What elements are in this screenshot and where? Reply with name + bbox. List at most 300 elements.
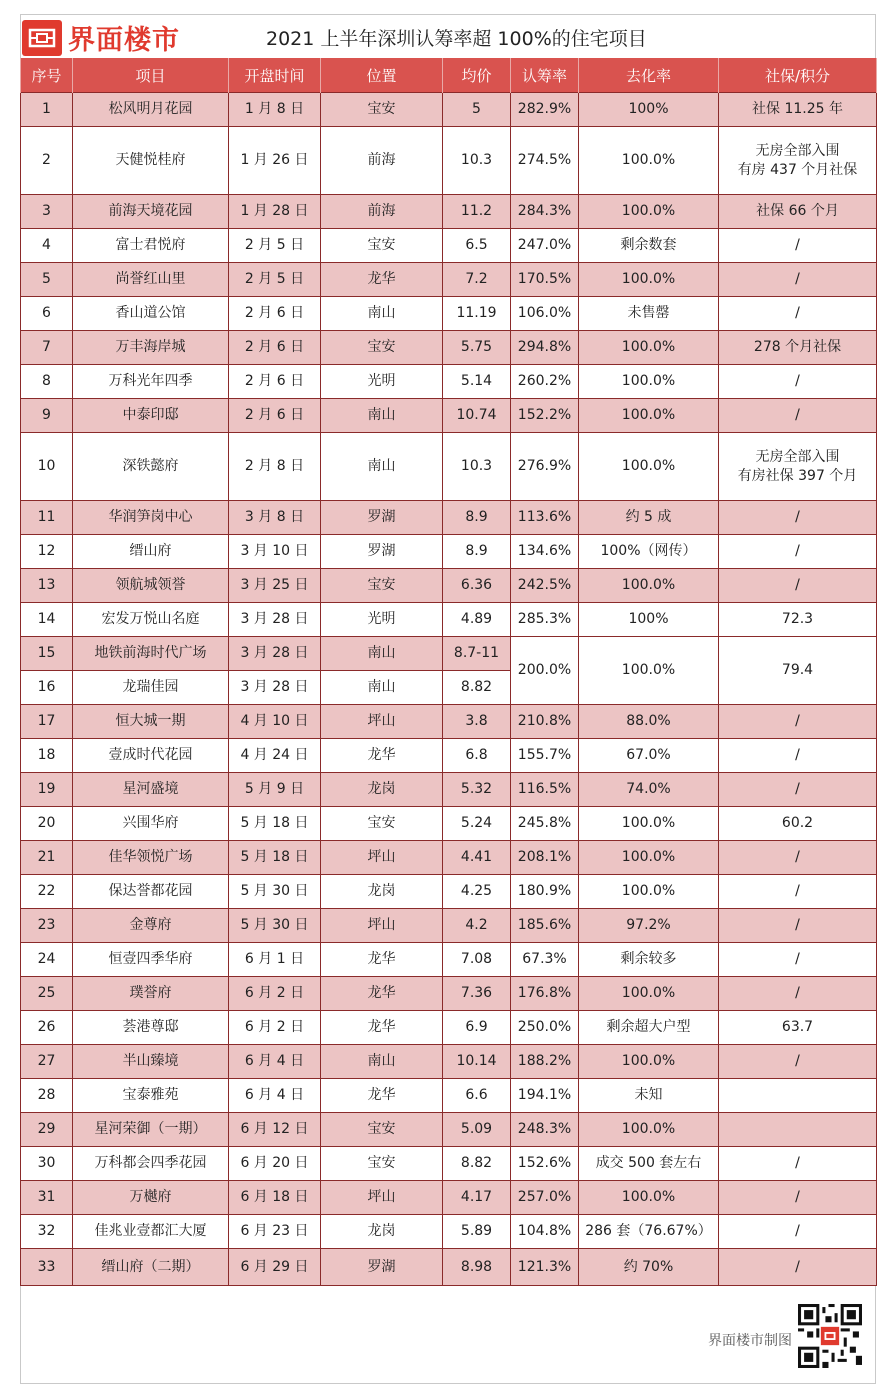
cell-subscription-rate: 282.9% xyxy=(511,93,579,127)
cell-subscription-rate: 285.3% xyxy=(511,603,579,637)
table-row xyxy=(21,637,877,671)
table-row xyxy=(21,399,877,433)
cell-index: 28 xyxy=(21,1079,73,1113)
cell-open-date: 3 月 28 日 xyxy=(229,671,321,705)
cell-social-security: / xyxy=(719,875,877,909)
cell-index: 22 xyxy=(21,875,73,909)
cell-price: 5.75 xyxy=(443,331,511,365)
cell-open-date: 5 月 18 日 xyxy=(229,807,321,841)
cell-price: 11.19 xyxy=(443,297,511,331)
cell-project: 华润笋岗中心 xyxy=(73,501,229,535)
cell-social-security: / xyxy=(719,977,877,1011)
cell-project: 万丰海岸城 xyxy=(73,331,229,365)
cell-sellthrough-rate: 100.0% xyxy=(579,841,719,875)
table-row xyxy=(21,229,877,263)
cell-price: 11.2 xyxy=(443,195,511,229)
cell-price: 6.9 xyxy=(443,1011,511,1045)
cell-subscription-rate: 152.2% xyxy=(511,399,579,433)
cell-social-security: / xyxy=(719,569,877,603)
cell-price: 8.98 xyxy=(443,1249,511,1286)
cell-subscription-rate: 176.8% xyxy=(511,977,579,1011)
cell-price: 10.14 xyxy=(443,1045,511,1079)
cell-location: 龙华 xyxy=(321,943,443,977)
cell-social-security: 79.4 xyxy=(719,637,877,705)
table-row xyxy=(21,535,877,569)
table-row xyxy=(21,841,877,875)
cell-location: 南山 xyxy=(321,399,443,433)
cell-project: 宝泰雅苑 xyxy=(73,1079,229,1113)
cell-open-date: 3 月 10 日 xyxy=(229,535,321,569)
cell-price: 4.17 xyxy=(443,1181,511,1215)
table-row xyxy=(21,1113,877,1147)
table-row xyxy=(21,93,877,127)
cell-project: 富士君悦府 xyxy=(73,229,229,263)
cell-subscription-rate: 104.8% xyxy=(511,1215,579,1249)
cell-subscription-rate: 152.6% xyxy=(511,1147,579,1181)
cell-open-date: 6 月 2 日 xyxy=(229,977,321,1011)
cell-location: 龙华 xyxy=(321,1079,443,1113)
cell-index: 1 xyxy=(21,93,73,127)
cell-sellthrough-rate: 未知 xyxy=(579,1079,719,1113)
cell-price: 6.8 xyxy=(443,739,511,773)
cell-subscription-rate: 274.5% xyxy=(511,127,579,195)
table-row xyxy=(21,365,877,399)
cell-social-security: / xyxy=(719,263,877,297)
cell-open-date: 2 月 5 日 xyxy=(229,229,321,263)
cell-social-security: / xyxy=(719,1215,877,1249)
table-row xyxy=(21,875,877,909)
cell-location: 南山 xyxy=(321,637,443,671)
cell-index: 12 xyxy=(21,535,73,569)
cell-social-security: 63.7 xyxy=(719,1011,877,1045)
cell-subscription-rate: 248.3% xyxy=(511,1113,579,1147)
column-header: 位置 xyxy=(321,58,443,93)
cell-sellthrough-rate: 约 5 成 xyxy=(579,501,719,535)
cell-location: 坪山 xyxy=(321,1181,443,1215)
cell-location: 宝安 xyxy=(321,1147,443,1181)
column-header: 项目 xyxy=(73,58,229,93)
cell-open-date: 6 月 29 日 xyxy=(229,1249,321,1286)
cell-social-security: / xyxy=(719,705,877,739)
table-row xyxy=(21,773,877,807)
column-header: 认筹率 xyxy=(511,58,579,93)
cell-project: 领航城领誉 xyxy=(73,569,229,603)
cell-subscription-rate: 210.8% xyxy=(511,705,579,739)
cell-subscription-rate: 284.3% xyxy=(511,195,579,229)
project-table xyxy=(20,58,877,1286)
table-row xyxy=(21,977,877,1011)
cell-subscription-rate: 113.6% xyxy=(511,501,579,535)
cell-price: 8.9 xyxy=(443,535,511,569)
cell-open-date: 6 月 12 日 xyxy=(229,1113,321,1147)
cell-location: 龙华 xyxy=(321,263,443,297)
cell-social-security: / xyxy=(719,229,877,263)
cell-project: 万科都会四季花园 xyxy=(73,1147,229,1181)
cell-sellthrough-rate: 100.0% xyxy=(579,1045,719,1079)
qr-code-icon xyxy=(798,1304,862,1368)
cell-social-security: 无房全部入围 有房 437 个月社保 xyxy=(719,127,877,195)
cell-location: 宝安 xyxy=(321,1113,443,1147)
cell-social-security: 无房全部入围 有房社保 397 个月 xyxy=(719,433,877,501)
cell-sellthrough-rate: 100.0% xyxy=(579,875,719,909)
column-header: 开盘时间 xyxy=(229,58,321,93)
table-row xyxy=(21,297,877,331)
cell-sellthrough-rate: 100.0% xyxy=(579,977,719,1011)
cell-location: 坪山 xyxy=(321,705,443,739)
cell-subscription-rate: 294.8% xyxy=(511,331,579,365)
cell-index: 29 xyxy=(21,1113,73,1147)
cell-subscription-rate: 200.0% xyxy=(511,637,579,705)
cell-index: 18 xyxy=(21,739,73,773)
cell-project: 天健悦桂府 xyxy=(73,127,229,195)
cell-social-security: / xyxy=(719,909,877,943)
cell-project: 璞誉府 xyxy=(73,977,229,1011)
cell-index: 30 xyxy=(21,1147,73,1181)
logo-icon xyxy=(22,20,62,56)
cell-subscription-rate: 106.0% xyxy=(511,297,579,331)
cell-location: 南山 xyxy=(321,433,443,501)
cell-sellthrough-rate: 100.0% xyxy=(579,331,719,365)
cell-index: 31 xyxy=(21,1181,73,1215)
cell-social-security xyxy=(719,1079,877,1113)
cell-index: 20 xyxy=(21,807,73,841)
brand-name: 界面楼市 xyxy=(68,25,180,56)
table-row xyxy=(21,1181,877,1215)
cell-sellthrough-rate: 97.2% xyxy=(579,909,719,943)
cell-price: 10.3 xyxy=(443,127,511,195)
cell-subscription-rate: 257.0% xyxy=(511,1181,579,1215)
cell-index: 14 xyxy=(21,603,73,637)
table-row xyxy=(21,807,877,841)
cell-project: 金尊府 xyxy=(73,909,229,943)
cell-project: 万樾府 xyxy=(73,1181,229,1215)
cell-sellthrough-rate: 88.0% xyxy=(579,705,719,739)
cell-open-date: 1 月 26 日 xyxy=(229,127,321,195)
cell-index: 5 xyxy=(21,263,73,297)
table-row xyxy=(21,1011,877,1045)
cell-project: 恒壹四季华府 xyxy=(73,943,229,977)
cell-project: 万科光年四季 xyxy=(73,365,229,399)
cell-location: 宝安 xyxy=(321,229,443,263)
cell-price: 6.6 xyxy=(443,1079,511,1113)
cell-social-security: / xyxy=(719,841,877,875)
cell-sellthrough-rate: 74.0% xyxy=(579,773,719,807)
cell-price: 8.9 xyxy=(443,501,511,535)
cell-social-security: 72.3 xyxy=(719,603,877,637)
cell-price: 4.2 xyxy=(443,909,511,943)
cell-subscription-rate: 188.2% xyxy=(511,1045,579,1079)
cell-index: 17 xyxy=(21,705,73,739)
table-header-row xyxy=(21,58,877,93)
cell-social-security: / xyxy=(719,1045,877,1079)
cell-sellthrough-rate: 100.0% xyxy=(579,433,719,501)
cell-index: 24 xyxy=(21,943,73,977)
cell-open-date: 2 月 6 日 xyxy=(229,365,321,399)
cell-project: 佳华领悦广场 xyxy=(73,841,229,875)
cell-open-date: 6 月 4 日 xyxy=(229,1045,321,1079)
cell-project: 香山道公馆 xyxy=(73,297,229,331)
cell-social-security: 278 个月社保 xyxy=(719,331,877,365)
cell-index: 23 xyxy=(21,909,73,943)
cell-sellthrough-rate: 100.0% xyxy=(579,807,719,841)
column-header: 序号 xyxy=(21,58,73,93)
cell-sellthrough-rate: 成交 500 套左右 xyxy=(579,1147,719,1181)
cell-price: 4.89 xyxy=(443,603,511,637)
table-row xyxy=(21,603,877,637)
cell-subscription-rate: 185.6% xyxy=(511,909,579,943)
cell-open-date: 3 月 28 日 xyxy=(229,637,321,671)
cell-index: 4 xyxy=(21,229,73,263)
cell-social-security: / xyxy=(719,1181,877,1215)
cell-index: 15 xyxy=(21,637,73,671)
cell-location: 龙华 xyxy=(321,739,443,773)
cell-sellthrough-rate: 100%（网传） xyxy=(579,535,719,569)
cell-subscription-rate: 245.8% xyxy=(511,807,579,841)
cell-project: 恒大城一期 xyxy=(73,705,229,739)
cell-project: 松风明月花园 xyxy=(73,93,229,127)
cell-sellthrough-rate: 剩余超大户型 xyxy=(579,1011,719,1045)
cell-sellthrough-rate: 100.0% xyxy=(579,1181,719,1215)
cell-project: 兴围华府 xyxy=(73,807,229,841)
cell-social-security: / xyxy=(719,739,877,773)
cell-subscription-rate: 247.0% xyxy=(511,229,579,263)
cell-open-date: 2 月 6 日 xyxy=(229,297,321,331)
cell-subscription-rate: 155.7% xyxy=(511,739,579,773)
table-row xyxy=(21,501,877,535)
cell-sellthrough-rate: 100.0% xyxy=(579,263,719,297)
cell-open-date: 1 月 8 日 xyxy=(229,93,321,127)
cell-social-security: 社保 66 个月 xyxy=(719,195,877,229)
cell-price: 5.32 xyxy=(443,773,511,807)
cell-subscription-rate: 242.5% xyxy=(511,569,579,603)
cell-index: 16 xyxy=(21,671,73,705)
cell-project: 星河盛境 xyxy=(73,773,229,807)
cell-open-date: 5 月 30 日 xyxy=(229,909,321,943)
cell-price: 6.36 xyxy=(443,569,511,603)
cell-subscription-rate: 170.5% xyxy=(511,263,579,297)
cell-open-date: 6 月 20 日 xyxy=(229,1147,321,1181)
cell-subscription-rate: 250.0% xyxy=(511,1011,579,1045)
cell-sellthrough-rate: 286 套（76.67%） xyxy=(579,1215,719,1249)
cell-price: 5.24 xyxy=(443,807,511,841)
cell-social-security: / xyxy=(719,501,877,535)
cell-social-security: 60.2 xyxy=(719,807,877,841)
cell-sellthrough-rate: 未售罄 xyxy=(579,297,719,331)
cell-location: 光明 xyxy=(321,603,443,637)
cell-index: 3 xyxy=(21,195,73,229)
cell-price: 5.14 xyxy=(443,365,511,399)
cell-open-date: 6 月 23 日 xyxy=(229,1215,321,1249)
column-header: 去化率 xyxy=(579,58,719,93)
cell-project: 荟港尊邸 xyxy=(73,1011,229,1045)
table-row xyxy=(21,943,877,977)
cell-open-date: 3 月 25 日 xyxy=(229,569,321,603)
cell-open-date: 2 月 5 日 xyxy=(229,263,321,297)
cell-location: 南山 xyxy=(321,1045,443,1079)
cell-index: 33 xyxy=(21,1249,73,1286)
cell-subscription-rate: 67.3% xyxy=(511,943,579,977)
cell-project: 宏发万悦山名庭 xyxy=(73,603,229,637)
cell-open-date: 6 月 1 日 xyxy=(229,943,321,977)
cell-price: 4.25 xyxy=(443,875,511,909)
table-body xyxy=(21,93,877,1286)
cell-price: 8.7-11 xyxy=(443,637,511,671)
cell-sellthrough-rate: 100.0% xyxy=(579,195,719,229)
cell-open-date: 6 月 2 日 xyxy=(229,1011,321,1045)
table-row xyxy=(21,1147,877,1181)
cell-project: 缙山府（二期） xyxy=(73,1249,229,1286)
cell-subscription-rate: 260.2% xyxy=(511,365,579,399)
cell-index: 2 xyxy=(21,127,73,195)
cell-project: 地铁前海时代广场 xyxy=(73,637,229,671)
cell-project: 尚誉红山里 xyxy=(73,263,229,297)
column-header: 均价 xyxy=(443,58,511,93)
cell-price: 7.36 xyxy=(443,977,511,1011)
cell-sellthrough-rate: 100.0% xyxy=(579,365,719,399)
cell-index: 32 xyxy=(21,1215,73,1249)
footer xyxy=(20,1294,876,1384)
cell-location: 龙华 xyxy=(321,1011,443,1045)
cell-project: 壹成时代花园 xyxy=(73,739,229,773)
cell-open-date: 5 月 18 日 xyxy=(229,841,321,875)
cell-price: 5 xyxy=(443,93,511,127)
cell-sellthrough-rate: 约 70% xyxy=(579,1249,719,1286)
cell-social-security: / xyxy=(719,399,877,433)
cell-location: 光明 xyxy=(321,365,443,399)
table-row xyxy=(21,263,877,297)
cell-project: 佳兆业壹都汇大厦 xyxy=(73,1215,229,1249)
cell-project: 前海天境花园 xyxy=(73,195,229,229)
cell-subscription-rate: 194.1% xyxy=(511,1079,579,1113)
table-row xyxy=(21,1249,877,1286)
cell-sellthrough-rate: 剩余较多 xyxy=(579,943,719,977)
cell-price: 4.41 xyxy=(443,841,511,875)
cell-sellthrough-rate: 100.0% xyxy=(579,127,719,195)
cell-price: 10.74 xyxy=(443,399,511,433)
cell-sellthrough-rate: 67.0% xyxy=(579,739,719,773)
cell-price: 7.08 xyxy=(443,943,511,977)
cell-sellthrough-rate: 100.0% xyxy=(579,569,719,603)
cell-open-date: 2 月 6 日 xyxy=(229,399,321,433)
cell-index: 10 xyxy=(21,433,73,501)
cell-index: 21 xyxy=(21,841,73,875)
cell-location: 南山 xyxy=(321,297,443,331)
cell-price: 8.82 xyxy=(443,1147,511,1181)
table-row xyxy=(21,1215,877,1249)
cell-open-date: 1 月 28 日 xyxy=(229,195,321,229)
table-row xyxy=(21,433,877,501)
cell-location: 龙岗 xyxy=(321,773,443,807)
cell-open-date: 5 月 30 日 xyxy=(229,875,321,909)
cell-subscription-rate: 116.5% xyxy=(511,773,579,807)
cell-sellthrough-rate: 剩余数套 xyxy=(579,229,719,263)
cell-open-date: 2 月 6 日 xyxy=(229,331,321,365)
cell-social-security: / xyxy=(719,943,877,977)
cell-open-date: 4 月 24 日 xyxy=(229,739,321,773)
cell-price: 5.89 xyxy=(443,1215,511,1249)
cell-index: 8 xyxy=(21,365,73,399)
cell-sellthrough-rate: 100% xyxy=(579,603,719,637)
table-row xyxy=(21,739,877,773)
table-row xyxy=(21,127,877,195)
cell-location: 坪山 xyxy=(321,909,443,943)
table-row xyxy=(21,569,877,603)
brand-logo xyxy=(22,18,180,57)
cell-open-date: 2 月 8 日 xyxy=(229,433,321,501)
table-row xyxy=(21,331,877,365)
page-title: 2021 上半年深圳认筹率超 100%的住宅项目 xyxy=(266,28,647,50)
cell-project: 深铁懿府 xyxy=(73,433,229,501)
cell-open-date: 4 月 10 日 xyxy=(229,705,321,739)
cell-location: 龙岗 xyxy=(321,875,443,909)
cell-index: 11 xyxy=(21,501,73,535)
cell-location: 龙华 xyxy=(321,977,443,1011)
cell-location: 罗湖 xyxy=(321,535,443,569)
cell-price: 7.2 xyxy=(443,263,511,297)
cell-social-security: 社保 11.25 年 xyxy=(719,93,877,127)
cell-index: 19 xyxy=(21,773,73,807)
cell-open-date: 3 月 28 日 xyxy=(229,603,321,637)
cell-price: 6.5 xyxy=(443,229,511,263)
cell-price: 8.82 xyxy=(443,671,511,705)
cell-project: 半山臻境 xyxy=(73,1045,229,1079)
cell-price: 5.09 xyxy=(443,1113,511,1147)
table-row xyxy=(21,1045,877,1079)
cell-subscription-rate: 121.3% xyxy=(511,1249,579,1286)
cell-location: 宝安 xyxy=(321,331,443,365)
cell-index: 9 xyxy=(21,399,73,433)
cell-social-security: / xyxy=(719,535,877,569)
cell-location: 前海 xyxy=(321,195,443,229)
cell-price: 10.3 xyxy=(443,433,511,501)
cell-index: 6 xyxy=(21,297,73,331)
cell-location: 龙岗 xyxy=(321,1215,443,1249)
cell-location: 宝安 xyxy=(321,93,443,127)
cell-open-date: 5 月 9 日 xyxy=(229,773,321,807)
cell-location: 南山 xyxy=(321,671,443,705)
cell-social-security: / xyxy=(719,773,877,807)
cell-sellthrough-rate: 100% xyxy=(579,93,719,127)
cell-social-security: / xyxy=(719,1249,877,1286)
cell-subscription-rate: 276.9% xyxy=(511,433,579,501)
cell-subscription-rate: 208.1% xyxy=(511,841,579,875)
cell-location: 罗湖 xyxy=(321,1249,443,1286)
header xyxy=(20,14,876,58)
table-row xyxy=(21,195,877,229)
cell-subscription-rate: 180.9% xyxy=(511,875,579,909)
cell-social-security: / xyxy=(719,1147,877,1181)
cell-social-security xyxy=(719,1113,877,1147)
cell-location: 宝安 xyxy=(321,569,443,603)
credit-text: 界面楼市制图 xyxy=(708,1333,792,1349)
cell-project: 保达誉都花园 xyxy=(73,875,229,909)
cell-open-date: 6 月 4 日 xyxy=(229,1079,321,1113)
cell-open-date: 6 月 18 日 xyxy=(229,1181,321,1215)
table-row xyxy=(21,1079,877,1113)
cell-project: 星河荣御（一期） xyxy=(73,1113,229,1147)
cell-subscription-rate: 134.6% xyxy=(511,535,579,569)
cell-location: 罗湖 xyxy=(321,501,443,535)
cell-project: 缙山府 xyxy=(73,535,229,569)
cell-index: 13 xyxy=(21,569,73,603)
cell-sellthrough-rate: 100.0% xyxy=(579,637,719,705)
cell-social-security: / xyxy=(719,297,877,331)
cell-location: 前海 xyxy=(321,127,443,195)
cell-index: 7 xyxy=(21,331,73,365)
table-row xyxy=(21,909,877,943)
cell-sellthrough-rate: 100.0% xyxy=(579,399,719,433)
table-row xyxy=(21,705,877,739)
